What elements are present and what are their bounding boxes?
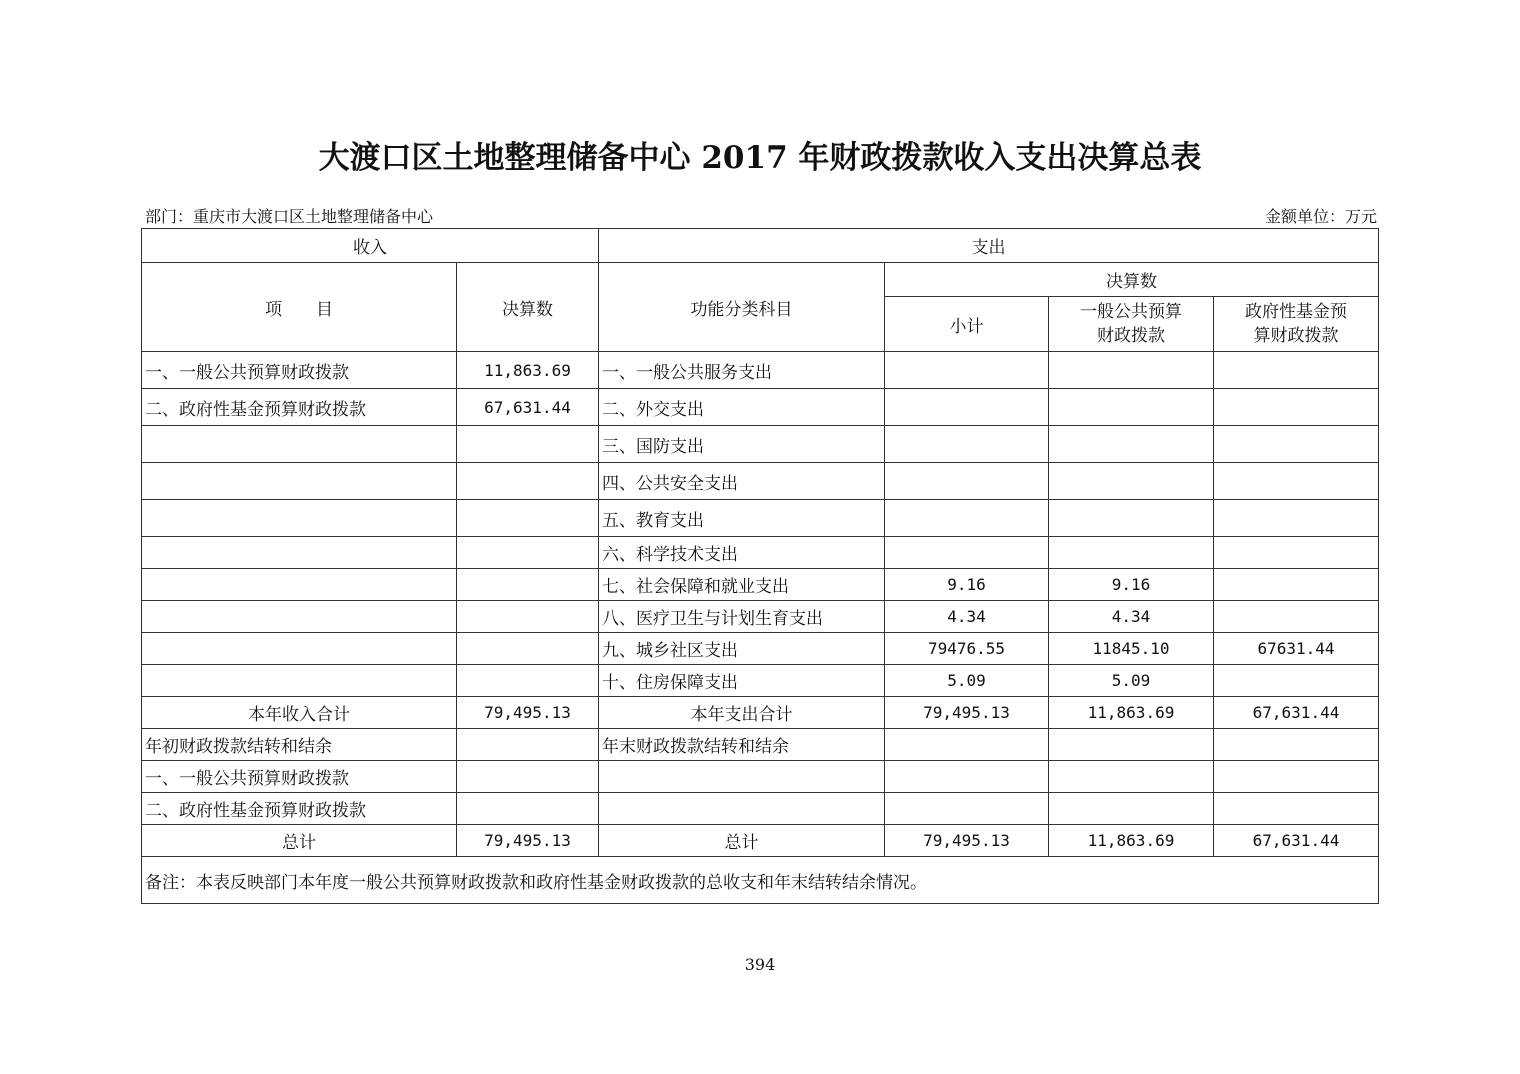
income-amount-cell [457,601,599,633]
table-row [142,601,1379,633]
general-budget-header [1049,297,1214,352]
table-row [142,665,1379,697]
func-category-cell [599,793,885,825]
subtotal-header: 小计 [885,297,1049,352]
gov-fund-cell: 67,631.44 [1214,697,1379,729]
expense-header: 支出 [599,229,1379,263]
general-budget-cell: 11,863.69 [1049,825,1214,857]
func-category-cell: 五、教育支出 [599,500,885,537]
gov-fund-cell [1214,352,1379,389]
income-amount-cell [457,761,599,793]
func-category-cell: 二、外交支出 [599,389,885,426]
gov-fund-cell [1214,793,1379,825]
subtotal-cell: 5.09 [885,665,1049,697]
final-amount-group-header: 决算数 [885,263,1379,297]
gov-fund-cell: 67,631.44 [1214,825,1379,857]
general-budget-cell: 9.16 [1049,569,1214,601]
subtotal-cell [885,463,1049,500]
general-budget-cell [1049,463,1214,500]
subtotal-cell [885,729,1049,761]
income-item-cell [142,601,457,633]
final-amount-header: 决算数 [457,263,599,352]
gov-fund-cell: 67631.44 [1214,633,1379,665]
subtotal-cell [885,793,1049,825]
subtotal-cell [885,389,1049,426]
income-header: 收入 [142,229,599,263]
income-amount-cell: 67,631.44 [457,389,599,426]
note-text: 备注：本表反映部门本年度一般公共预算财政拨款和政府性基金财政拨款的总收支和年末结转结余情况。 [142,857,1379,904]
general-budget-cell: 5.09 [1049,665,1214,697]
table-row [142,569,1379,601]
department-label: 部门：重庆市大渡口区土地整理储备中心 [145,207,434,226]
gov-fund-header [1214,297,1379,352]
header-row-1 [142,229,1379,263]
func-category-cell: 本年支出合计 [599,697,885,729]
subtotal-cell [885,537,1049,569]
gov-fund-cell [1214,761,1379,793]
income-item-cell [142,665,457,697]
table-row [142,426,1379,463]
func-category-cell: 四、公共安全支出 [599,463,885,500]
table-row [142,761,1379,793]
gov-fund-cell [1214,569,1379,601]
gov-fund-cell [1214,729,1379,761]
income-amount-cell [457,537,599,569]
table-row [142,793,1379,825]
note-row [142,857,1379,904]
subtotal-cell [885,500,1049,537]
income-item-cell: 本年收入合计 [142,697,457,729]
income-item-cell [142,633,457,665]
gov-fund-cell [1214,601,1379,633]
general-budget-cell: 11845.10 [1049,633,1214,665]
func-category-cell: 总计 [599,825,885,857]
income-item-cell: 总计 [142,825,457,857]
income-item-cell: 一、一般公共预算财政拨款 [142,761,457,793]
general-budget-cell [1049,729,1214,761]
item-header: 项 目 [142,263,457,352]
income-amount-cell [457,426,599,463]
gov-fund-cell [1214,389,1379,426]
gov-fund-cell [1214,500,1379,537]
table-row [142,729,1379,761]
income-amount-cell [457,633,599,665]
gov-fund-header-text: 政府性基金预 算财政拨款 [1245,302,1347,346]
general-budget-cell: 11,863.69 [1049,697,1214,729]
table-row [142,352,1379,389]
subtotal-cell: 9.16 [885,569,1049,601]
table-row [142,500,1379,537]
general-budget-cell [1049,352,1214,389]
gov-fund-cell [1214,426,1379,463]
income-item-cell: 二、政府性基金预算财政拨款 [142,793,457,825]
general-budget-header-text: 一般公共预算 财政拨款 [1080,302,1182,346]
table-row [142,537,1379,569]
subtotal-cell [885,761,1049,793]
func-category-cell: 十、住房保障支出 [599,665,885,697]
income-amount-cell [457,793,599,825]
header-row-2 [142,263,1379,297]
table-row [142,389,1379,426]
func-category-header: 功能分类科目 [599,263,885,352]
func-category-cell [599,761,885,793]
general-budget-cell: 4.34 [1049,601,1214,633]
func-category-cell: 一、一般公共服务支出 [599,352,885,389]
table-row [142,697,1379,729]
general-budget-cell [1049,389,1214,426]
subtotal-cell [885,426,1049,463]
gov-fund-cell [1214,665,1379,697]
func-category-cell: 九、城乡社区支出 [599,633,885,665]
gov-fund-cell [1214,463,1379,500]
income-item-cell: 一、一般公共预算财政拨款 [142,352,457,389]
func-category-cell: 七、社会保障和就业支出 [599,569,885,601]
income-amount-cell [457,665,599,697]
subtotal-cell: 79476.55 [885,633,1049,665]
subtotal-cell: 79,495.13 [885,697,1049,729]
table-row [142,633,1379,665]
income-amount-cell: 11,863.69 [457,352,599,389]
income-item-cell: 二、政府性基金预算财政拨款 [142,389,457,426]
income-item-cell [142,426,457,463]
general-budget-cell [1049,793,1214,825]
income-item-cell [142,463,457,500]
page-number: 394 [744,955,776,974]
general-budget-cell [1049,500,1214,537]
income-amount-cell [457,569,599,601]
income-amount-cell [457,729,599,761]
unit-label: 金额单位：万元 [1264,207,1377,226]
income-amount-cell: 79,495.13 [457,697,599,729]
func-category-cell: 年末财政拨款结转和结余 [599,729,885,761]
func-category-cell: 六、科学技术支出 [599,537,885,569]
income-amount-cell [457,500,599,537]
gov-fund-cell [1214,537,1379,569]
income-item-cell [142,569,457,601]
table-row [142,463,1379,500]
func-category-cell: 八、医疗卫生与计划生育支出 [599,601,885,633]
general-budget-cell [1049,761,1214,793]
func-category-cell: 三、国防支出 [599,426,885,463]
income-item-cell [142,537,457,569]
subtotal-cell: 4.34 [885,601,1049,633]
budget-table [141,228,1379,904]
income-item-cell: 年初财政拨款结转和结余 [142,729,457,761]
page-title: 大渡口区土地整理储备中心 2017 年财政拨款收入支出决算总表 [318,140,1202,176]
subtotal-cell: 79,495.13 [885,825,1049,857]
income-item-cell [142,500,457,537]
income-amount-cell: 79,495.13 [457,825,599,857]
subtotal-cell [885,352,1049,389]
general-budget-cell [1049,537,1214,569]
table-row [142,825,1379,857]
general-budget-cell [1049,426,1214,463]
income-amount-cell [457,463,599,500]
